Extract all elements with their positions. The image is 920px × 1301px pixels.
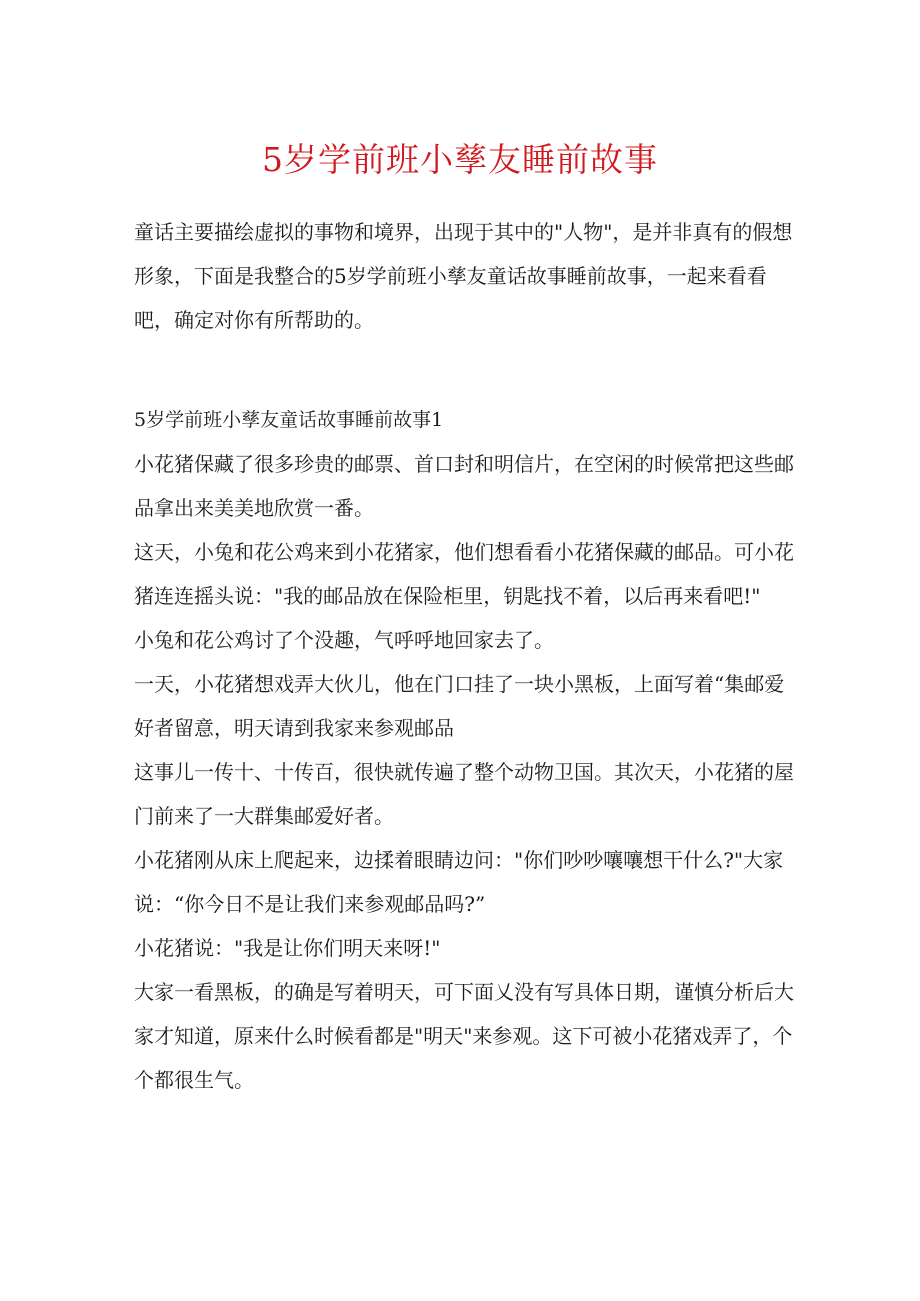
story-paragraph: 一天，小花猪想戏弄大伙儿，他在门口挂了一块小黑板，上面写着“集邮爱好者留意，明天请到我家来参观邮品 — [134, 672, 785, 740]
story-paragraph: 小花猪保藏了很多珍贵的邮票、首口封和明信片，在空闲的时候常把这些邮品拿出来美美地欣赏一番。 — [134, 452, 794, 520]
story-paragraph: 小花猪刚从床上爬起来，边揉着眼睛边问："你们吵吵嚷嚷想干什么?"大家说：“你今日不是让我们来参观邮品吗?” — [134, 848, 784, 916]
story-paragraph: 这事儿一传十、十传百，很快就传遍了整个动物卫国。其次天，小花猪的屋门前来了一大群集邮爱好者。 — [134, 760, 794, 828]
intro-paragraph: 童话主要描绘虚拟的事物和境界，出现于其中的"人物"，是并非真有的假想形象，下面是我整合的5岁学前班小孳友童话故事睡前故事，一起来看看吧，确定对你有所帮助的。 — [134, 220, 793, 332]
story-paragraph: 这天，小兔和花公鸡来到小花猪家，他们想看看小花猪保藏的邮品。可小花猪连连摇头说："我的邮品放在保险柜里，钥匙找不着，以后再来看吧!" — [134, 540, 794, 608]
story-paragraph: 小兔和花公鸡讨了个没趣，气呼呼地回家去了。 — [134, 628, 554, 652]
section-heading: 5岁学前班小孳友童话故事睡前故事1 — [134, 409, 444, 431]
story-paragraph: 大家一看黑板，的确是写着明天，可下面乂没有写具体日期，谨慎分析后大家才知道，原来什么时候看都是"明天"来参观。这下可被小花猪戏弄了，个个都很生气。 — [134, 980, 794, 1092]
story-paragraph: 小花猪说："我是让你们明天来呀!" — [134, 936, 441, 960]
document-body — [134, 210, 794, 1102]
document-title: 5岁学前班小孳友睡前故事 — [262, 140, 658, 179]
